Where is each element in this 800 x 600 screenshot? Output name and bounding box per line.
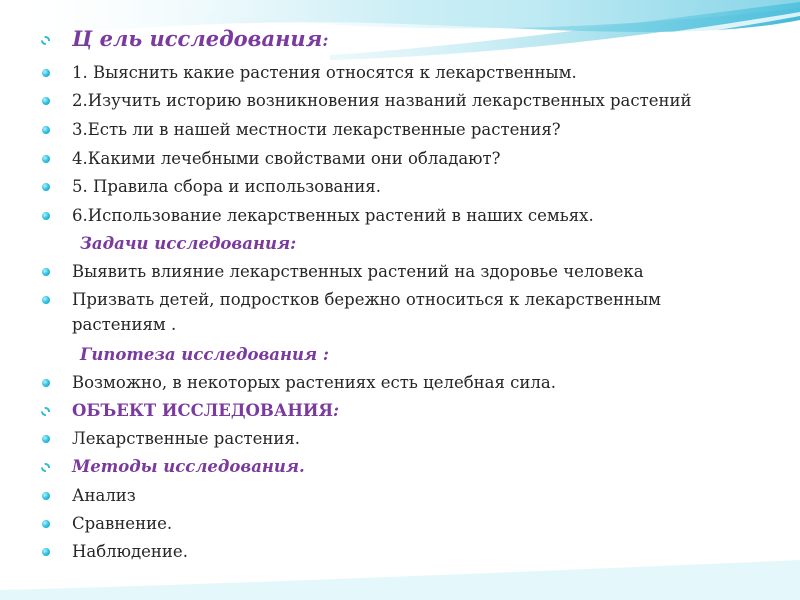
task-item-1: Выявить влияние лекарственных растений на здоровье человека [72, 262, 644, 281]
ring-bullet-icon [41, 407, 50, 416]
circle-bullet-icon [42, 212, 50, 220]
circle-bullet-icon [42, 97, 50, 105]
goal-item-4: 4.Какими лечебными свойствами они обладают? [72, 149, 501, 168]
goal-item-6: 6.Использование лекарственных растений в наших семьях. [72, 206, 594, 225]
object-heading: ОБЪЕКТ ИССЛЕДОВАНИЯ: [72, 401, 340, 420]
circle-bullet-icon [42, 69, 50, 77]
tasks-heading: Задачи исследования: [80, 234, 297, 253]
goal-item-2: 2.Изучить историю возникновения названий лекарственных растений [72, 91, 692, 110]
method-item-3: Наблюдение. [72, 542, 188, 561]
hypothesis-item-1: Возможно, в некоторых растениях есть целебная сила. [72, 373, 556, 392]
circle-bullet-icon [42, 520, 50, 528]
circle-bullet-icon [42, 126, 50, 134]
circle-bullet-icon [42, 155, 50, 163]
method-item-2: Сравнение. [72, 514, 173, 533]
circle-bullet-icon [42, 435, 50, 443]
circle-bullet-icon [42, 296, 50, 304]
circle-bullet-icon [42, 268, 50, 276]
ring-bullet-icon [41, 463, 50, 472]
circle-bullet-icon [42, 492, 50, 500]
circle-bullet-icon [42, 548, 50, 556]
circle-bullet-icon [42, 183, 50, 191]
task-item-2: Призвать детей, подростков бережно относиться к лекарственным растениям . [72, 290, 661, 334]
hypothesis-heading: Гипотеза исследования : [80, 345, 329, 364]
goal-item-3: 3.Есть ли в нашей местности лекарственные растения? [72, 120, 561, 139]
goal-item-5: 5. Правила сбора и использования. [72, 177, 381, 196]
ring-bullet-icon [41, 36, 50, 45]
circle-bullet-icon [42, 379, 50, 387]
goal-item-1: 1. Выяснить какие растения относятся к лекарственным. [72, 63, 577, 82]
methods-heading: Методы исследования. [72, 457, 305, 476]
object-item-1: Лекарственные растения. [72, 429, 300, 448]
goal-heading: Ц ель исследования: [72, 26, 329, 51]
method-item-1: Анализ [72, 486, 136, 505]
